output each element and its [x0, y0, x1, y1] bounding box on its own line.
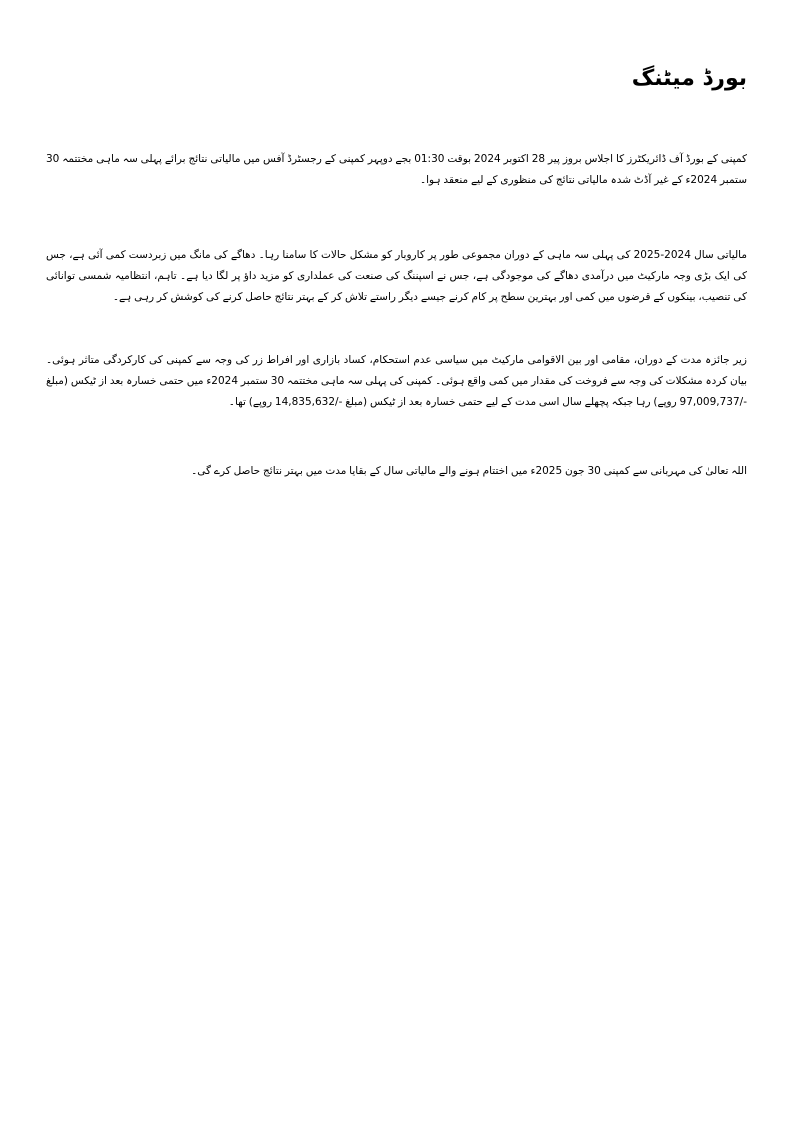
paragraph-market-conditions: مالیاتی سال 2024-2025 کی پہلی سہ ماہی کے دوران مجموعی طور پر کاروبار کو مشکل حالات کا سامنا رہا۔ دھاگے کی مانگ میں زبردست کمی آئی ہے، جس کی ایک بڑی وجہ مارکیٹ میں درآمدی دھاگے کی موجودگی ہے، جس نے اسپننگ کی صنعت کی عملداری کو مزید داؤ پر لگا دیا ہے۔ تاہم، انتظامیہ شمسی توانائی کی تنصیب، بینکوں کے قرضوں میں کمی اور بہترین سطح پر کام کرنے جیسے دیگر راستے تلاش کر کے بہتر نتائج حاصل کرنے کی کوشش کر رہی ہے۔	[46, 248, 747, 303]
paragraph-outlook: اللہ تعالیٰ کی مہربانی سے کمپنی 30 جون 2025ء میں اختتام ہونے والے مالیاتی سال کے بقایا مدت میں بہتر نتائج حاصل کرے گی۔	[191, 464, 747, 477]
paragraph-financial-results: زیر جائزہ مدت کے دوران، مقامی اور بین الاقوامی مارکیٹ میں سیاسی عدم استحکام، کساد بازاری اور افراط زر کی وجہ سے کمپنی کی کارکردگی متاثر ہوئی۔ بیان کردہ مشکلات کی وجہ سے فروخت کی مقدار میں کمی واقع ہوئی۔ کمپنی کی پہلی سہ ماہی مختتمہ 30 ستمبر 2024ء میں حتمی خسارہ بعد از ٹیکس (مبلغ -/97,009,737 روپے) رہا جبکہ پچھلے سال اسی مدت کے لیے حتمی خسارہ بعد از ٹیکس (مبلغ -/14,835,632 روپے) تھا۔	[46, 353, 747, 408]
paragraph-meeting-notice: کمپنی کے بورڈ آف ڈائریکٹرز کا اجلاس بروز پیر 28 اکتوبر 2024 بوقت 01:30 بجے دوپہر کمپنی کے رجسٹرڈ آفس میں مالیاتی نتائج برائے پہلی سہ ماہی مختتمہ 30 ستمبر 2024ء کے غیر آڈٹ شدہ مالیاتی نتائج کی منظوری کے لیے منعقد ہوا۔	[46, 152, 747, 186]
document-title: بورڈ میٹنگ	[631, 66, 747, 91]
